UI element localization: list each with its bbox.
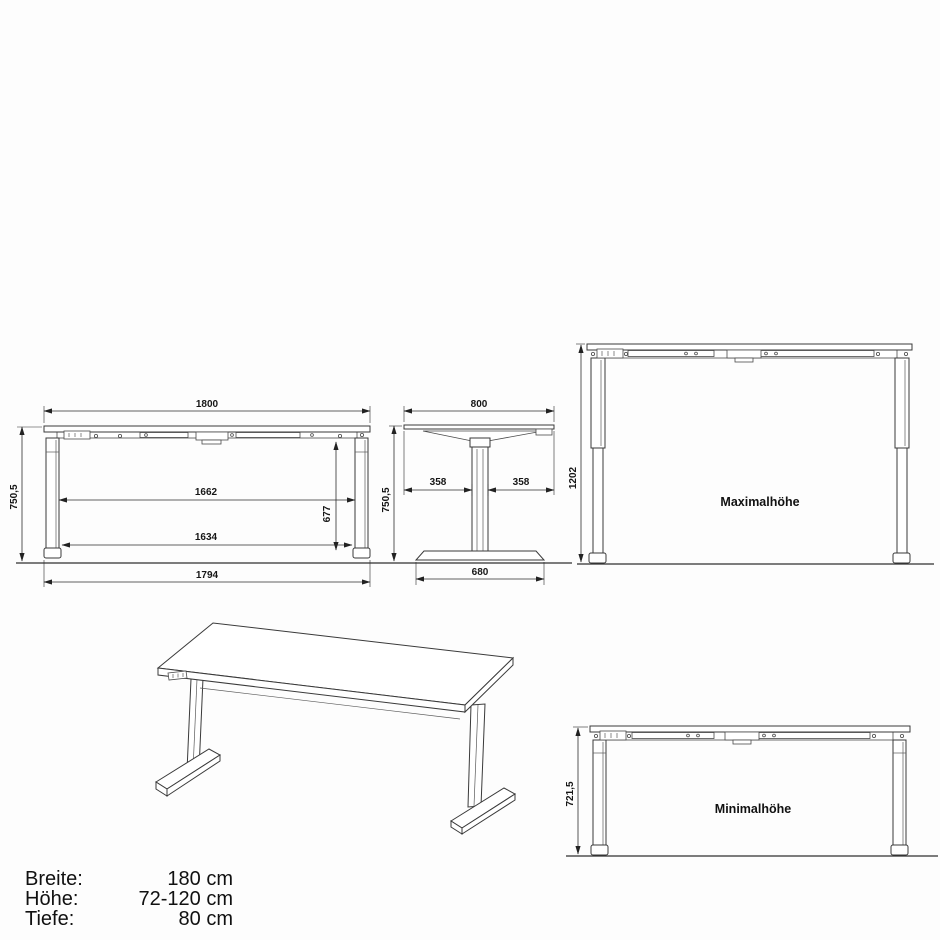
- max-control-box: [727, 350, 761, 358]
- min-right-foot: [891, 845, 908, 855]
- side-foot-depth-label: 680: [471, 567, 489, 578]
- front-control-box: [196, 432, 228, 440]
- max-right-foot: [893, 553, 910, 563]
- front-inner-lower-label: 1634: [194, 532, 218, 543]
- front-width-label: 1800: [195, 399, 219, 410]
- side-control-pad: [536, 429, 552, 435]
- spec-row-width: [25, 869, 233, 889]
- min-height-view-label: Minimalhöhe: [714, 802, 792, 816]
- perspective-right-leg: [468, 704, 485, 807]
- side-left-offset-label: 358: [429, 477, 447, 488]
- min-left-foot: [591, 845, 608, 855]
- spec-label-width: Breite:: [25, 868, 83, 890]
- max-left-foot: [589, 553, 606, 563]
- spec-value-width: 180 cm: [167, 868, 233, 890]
- max-height-dim-label: 1202: [568, 466, 579, 490]
- max-control-keypad: [597, 349, 623, 358]
- min-desk-drawing: [590, 726, 910, 855]
- spec-value-height: 72-120 cm: [138, 888, 233, 910]
- side-desk-drawing: [404, 425, 554, 560]
- perspective-control-keypad: [168, 671, 187, 680]
- max-tabletop: [587, 344, 912, 350]
- min-control-box: [725, 732, 759, 740]
- spec-row-depth: [25, 909, 233, 929]
- spec-value-depth: 80 cm: [178, 908, 233, 930]
- side-foot: [416, 551, 544, 560]
- min-height-view: [565, 726, 910, 855]
- side-height-label: 750,5: [381, 487, 392, 513]
- max-height-view: [568, 344, 912, 563]
- front-inner-upper-label: 1662: [194, 487, 218, 498]
- front-view: [9, 399, 370, 587]
- min-control-keypad: [600, 731, 626, 740]
- spec-label-depth: Tiefe:: [25, 908, 75, 930]
- front-left-foot: [44, 548, 61, 558]
- side-depth-label: 800: [470, 399, 488, 410]
- front-control-keypad: [64, 431, 90, 439]
- spec-table: [25, 869, 233, 929]
- front-right-foot: [353, 548, 370, 558]
- max-desk-drawing: [587, 344, 912, 563]
- spec-label-height: Höhe:: [25, 888, 79, 910]
- front-inner-height-label: 677: [322, 505, 333, 523]
- side-right-offset-label: 358: [512, 477, 530, 488]
- min-height-dim-label: 721,5: [565, 781, 576, 807]
- side-tabletop: [404, 425, 554, 429]
- front-height-label: 750,5: [9, 484, 20, 510]
- spec-row-height: [25, 889, 233, 909]
- front-tabletop: [44, 426, 370, 432]
- side-view: [381, 399, 554, 585]
- front-base-width-label: 1794: [195, 570, 219, 581]
- max-height-view-label: Maximalhöhe: [720, 495, 800, 509]
- perspective-right-foot: [451, 788, 515, 828]
- perspective-view: [156, 623, 515, 834]
- min-tabletop: [590, 726, 910, 732]
